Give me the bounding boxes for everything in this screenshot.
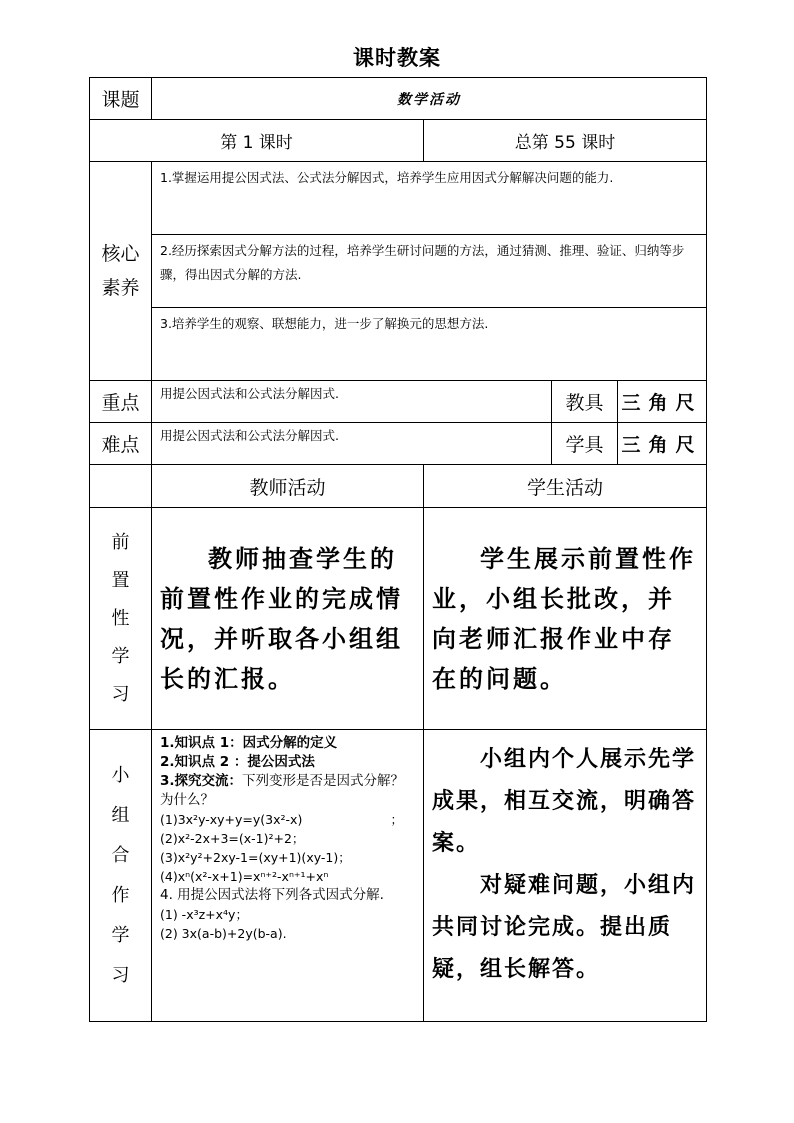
core-item-3: 3.培养学生的观察、联想能力，进一步了解换元的思想方法. <box>152 308 707 381</box>
knowledge-point-2-head: 2.知识点 2 ： <box>160 754 248 770</box>
group-study-char: 小 <box>111 764 130 786</box>
core-label-line2: 素养 <box>101 277 140 299</box>
student-activity-header: 学生活动 <box>424 465 707 508</box>
equation-1-text: (1)3x²y-xy+y=y(3x²-x) <box>160 812 303 827</box>
equation-4: (4)xⁿ(x²-x+1)=xⁿ⁺²-xⁿ⁺¹+xⁿ <box>160 869 329 884</box>
explore-exchange <box>160 772 415 810</box>
pre-study-char: 置 <box>111 569 130 591</box>
difficulty-row <box>90 423 707 465</box>
group-study-label <box>90 730 152 1022</box>
pre-study-char: 习 <box>111 683 130 705</box>
group-study-char: 组 <box>111 804 130 826</box>
pre-study-char: 性 <box>111 607 130 629</box>
teaching-aid-value: 三角尺 <box>618 381 707 423</box>
question-1: (1) -x³z+x⁴y； <box>160 907 248 922</box>
core-row-2 <box>90 235 707 308</box>
core-row-3 <box>90 308 707 381</box>
difficulty-label: 难点 <box>90 423 152 465</box>
lesson-plan-table <box>89 77 707 1022</box>
period-row <box>90 120 707 162</box>
equation-1 <box>160 810 415 829</box>
core-item-1: 1.掌握运用提公因式法、公式法分解因式，培养学生应用因式分解解决问题的能力. <box>152 162 707 235</box>
group-study-student-cell <box>424 730 707 1022</box>
topic-row <box>90 78 707 120</box>
group-study-char: 作 <box>111 884 130 906</box>
knowledge-point-2 <box>160 753 415 772</box>
key-point-row <box>90 381 707 423</box>
topic-label: 课题 <box>90 78 152 120</box>
pre-study-char: 前 <box>111 531 130 553</box>
student-activity-paragraph-2: 对疑难问题，小组内共同讨论完成。提出质疑，组长解答。 <box>432 872 697 982</box>
explore-exchange-text: 下列变形是否是因式分解？为什么？ <box>160 773 405 808</box>
equation-1-end: ； <box>390 812 403 827</box>
document-title: 课时教案 <box>353 46 441 70</box>
group-study-char: 合 <box>111 844 130 866</box>
activity-header-row <box>90 465 707 508</box>
pre-study-student-text: 学生展示前置性作业，小组长批改，并向老师汇报作业中存在的问题。 <box>424 508 707 730</box>
teacher-activity-header: 教师活动 <box>152 465 424 508</box>
knowledge-point-2-text: 提公因式法 <box>247 754 315 770</box>
topic-value: 数学活动 <box>152 78 707 120</box>
knowledge-point-1 <box>160 734 415 753</box>
core-item-2: 2.经历探索因式分解方法的过程，培养学生研讨问题的方法，通过猜测、推理、验证、归纳等步骤，得出因式分解的方法. <box>152 235 707 308</box>
pre-study-row <box>90 508 707 730</box>
question-2: (2) 3x(a-b)+2y(b-a). <box>160 926 287 941</box>
pre-study-teacher-text: 教师抽查学生的前置性作业的完成情况，并听取各小组组长的汇报。 <box>152 508 424 730</box>
task-4: 4. 用提公因式法将下列各式因式分解. <box>160 887 384 903</box>
group-study-row <box>90 730 707 1022</box>
student-activity-paragraph-1: 小组内个人展示先学成果，相互交流，明确答案。 <box>432 746 697 856</box>
group-study-char: 学 <box>111 924 130 946</box>
key-point-text: 用提公因式法和公式法分解因式. <box>152 381 552 423</box>
learning-aid-label: 学具 <box>552 423 618 465</box>
explore-exchange-head: 3.探究交流： <box>160 773 243 789</box>
lesson-period: 第 1 课时 <box>90 120 424 162</box>
difficulty-text: 用提公因式法和公式法分解因式. <box>152 423 552 465</box>
group-study-teacher-cell <box>152 730 424 1022</box>
core-row-1 <box>90 162 707 235</box>
core-label <box>90 162 152 381</box>
total-period: 总第 55 课时 <box>424 120 707 162</box>
teaching-aid-label: 教具 <box>552 381 618 423</box>
key-point-label: 重点 <box>90 381 152 423</box>
group-study-char: 习 <box>111 964 130 986</box>
header-blank-cell <box>90 465 152 508</box>
knowledge-point-1-text: 因式分解的定义 <box>242 735 338 751</box>
learning-aid-value: 三角尺 <box>618 423 707 465</box>
pre-study-label <box>90 508 152 730</box>
knowledge-point-1-head: 1.知识点 1： <box>160 735 243 751</box>
equation-3: (3)x²y²+2xy-1=(xy+1)(xy-1)； <box>160 850 351 865</box>
core-label-line1: 核心 <box>101 243 140 265</box>
equation-2: (2)x²-2x+3=(x-1)²+2； <box>160 831 305 846</box>
pre-study-char: 学 <box>111 645 130 667</box>
